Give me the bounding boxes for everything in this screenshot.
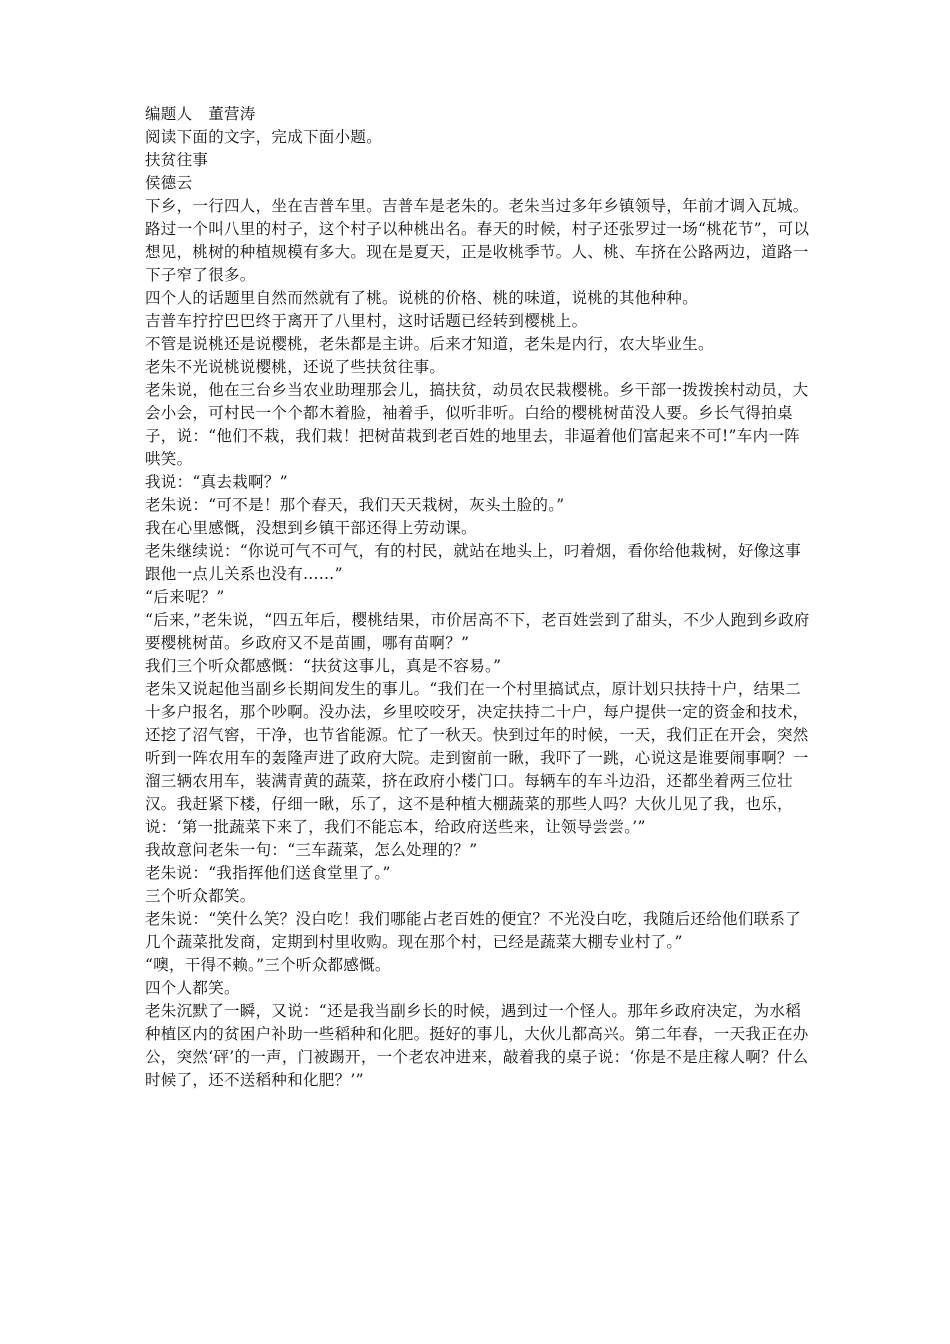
paragraph: 我故意问老朱一句：“三车蔬菜，怎么处理的？” (145, 841, 478, 859)
paragraph: 路过一个叫八里的村子，这个村子以种桃出名。春天的时候，村子还张罗过一场“桃花节”，可以想见，桃树的种植规模有多大。现在是夏天，正是收桃季节。人、桃、车挤在公路两边，道路一下子窄了很多。 (145, 220, 810, 284)
paragraph: 吉普车拧拧巴巴终于离开了八里村，这时话题已经转到樱桃上。 (145, 312, 588, 330)
paragraph: 我说：“真去栽啊？” (145, 473, 288, 491)
paragraph: 我在心里感慨，没想到乡镇干部还得上劳动课。 (145, 519, 477, 537)
paragraph: 我们三个听众都感慨：“扶贫这事儿，真是不容易。” (145, 657, 502, 675)
paragraph: 老朱继续说：“你说可气不可气，有的村民，就站在地头上，叼着烟，看你给他栽树，好像这事跟他一点儿关系也没有……” (145, 542, 802, 583)
paragraph: 四个人的话题里自然而然就有了桃。说桃的价格、桃的味道，说桃的其他种种。 (145, 289, 699, 307)
paragraph: 不管是说桃还是说樱桃，老朱都是主讲。后来才知道，老朱是内行，农大毕业生。 (145, 335, 714, 353)
paragraph: 四个人都笑。 (145, 979, 240, 997)
instruction-line: 阅读下面的文字，完成下面小题。 (145, 128, 383, 146)
paragraph: 老朱不光说桃说樱桃，还说了些扶贫往事。 (145, 358, 446, 376)
paragraph: “后来，”老朱说，“四五年后，樱桃结果，市价居高不下，老百姓尝到了甜头，不少人跑到乡政府要樱桃树苗。乡政府又不是苗圃，哪有苗啊？” (145, 611, 810, 652)
paragraph: 老朱说，他在三台乡当农业助理那会儿，搞扶贫，动员农民栽樱桃。乡干部一拨拨挨村动员，大会小会，可村民一个个都木着脸，袖着手，似听非听。白给的樱桃树苗没人要。乡长气得拍桌子，说：“他们不栽，我们栽！把树苗栽到老百姓的地里去，非逼着他们富起来不可!”车内一阵哄笑。 (145, 381, 809, 468)
paragraph: 老朱又说起他当副乡长期间发生的事儿。“我们在一个村里搞试点，原计划只扶持十户，结果二十多户报名，那个吵啊。没办法，乡里咬咬牙，决定扶持二十户，每户提供一定的资金和技术，还挖了沼气窖，干净，也节省能源。忙了一秋天。快到过年的时候，一天，我们正在开会，突然听到一阵农用车的轰隆声进了政府大院。走到窗前一瞅，我吓了一跳，心说这是谁要闹事啊？一溜三辆农用车，装满青黄的蔬菜，挤在政府小楼门口。每辆车的车斗边沿，还都坐着两三位壮汉。我赶紧下楼，仔细一瞅，乐了，这不是种植大棚蔬菜的那些人吗？大伙儿见了我，也乐，说：‘第一批蔬菜下来了，我们不能忘本，给政府送些来，让领导尝尝。’” (145, 680, 809, 836)
document-body (145, 103, 813, 1092)
story-title: 扶贫往事 (145, 151, 209, 169)
author-line: 编题人 董营涛 (145, 105, 256, 123)
paragraph: “噢，干得不赖。”三个听众都感慨。 (145, 956, 391, 974)
story-author: 侯德云 (145, 174, 193, 192)
paragraph: 三个听众都笑。 (145, 887, 256, 905)
paragraph: 老朱说：“我指挥他们送食堂里了。” (145, 864, 391, 882)
paragraph: 老朱说：“笑什么笑？没白吃！我们哪能占老百姓的便宜？不光没白吃，我随后还给他们联系了几个蔬菜批发商，定期到村里收购。现在那个村，已经是蔬菜大棚专业村了。” (145, 910, 802, 951)
paragraph: 老朱沉默了一瞬，又说：“还是我当副乡长的时候，遇到过一个怪人。那年乡政府决定，为水稻种植区内的贫困户补助一些稻种和化肥。挺好的事儿，大伙儿都高兴。第二年春，一天我正在办公，突然‘砰’的一声，门被踢开，一个老农冲进来，敲着我的桌子说：‘你是不是庄稼人啊？什么时候了，还不送稻种和化肥？’” (145, 1002, 809, 1089)
paragraph: “后来呢？” (145, 588, 225, 606)
paragraph: 老朱说：“可不是！那个春天，我们天天栽树，灰头土脸的。” (145, 496, 565, 514)
paragraph: 下乡，一行四人，坐在吉普车里。吉普车是老朱的。老朱当过多年乡镇领导，年前才调入瓦城。 (145, 197, 809, 215)
